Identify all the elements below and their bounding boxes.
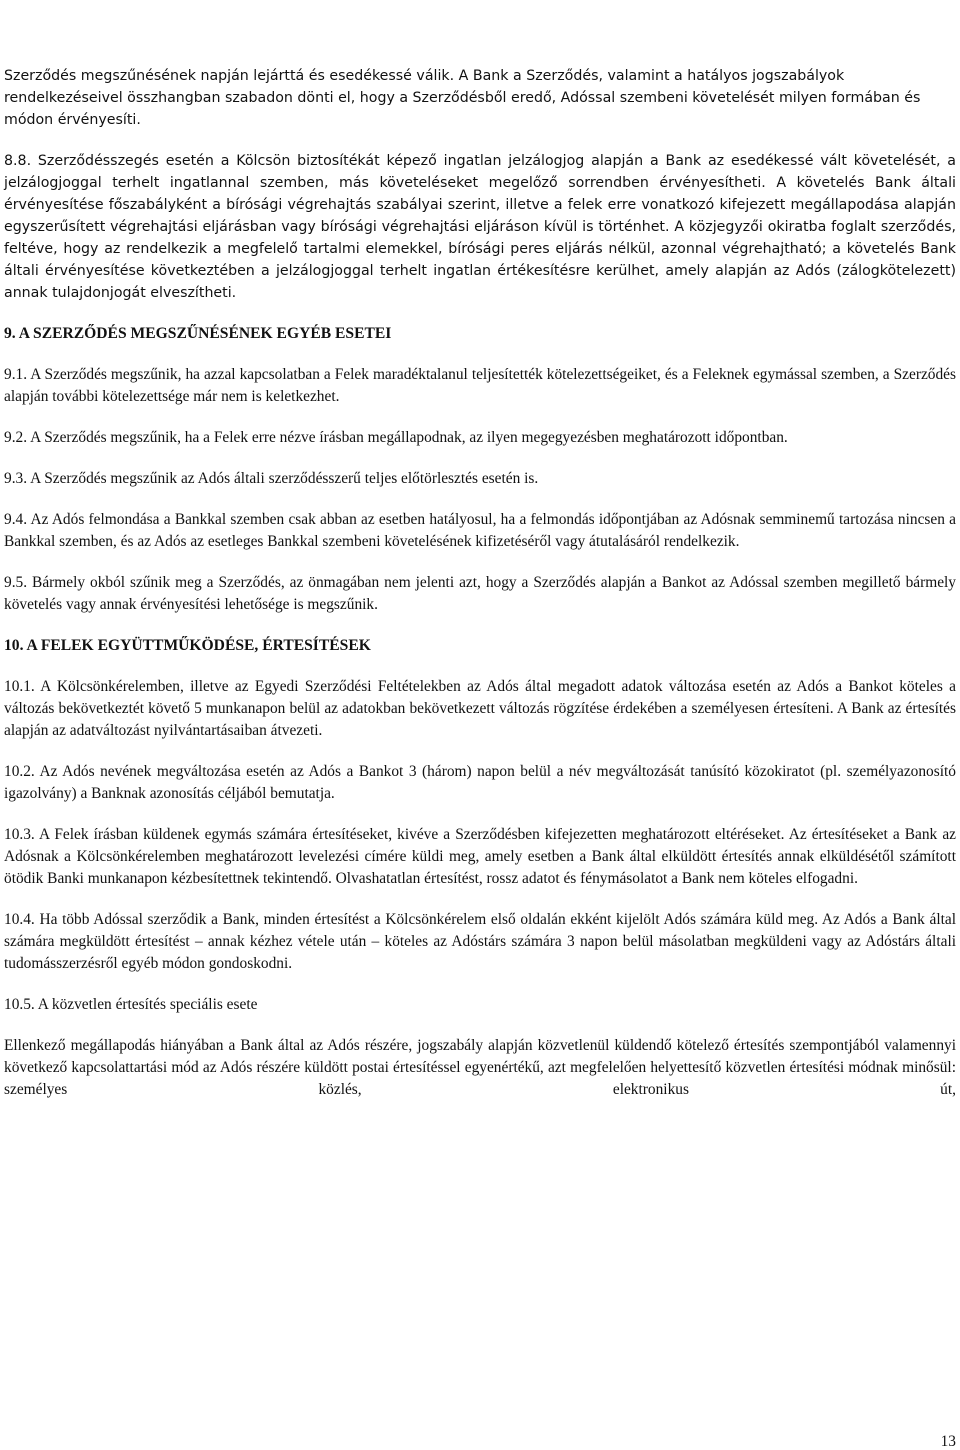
paragraph-10-2: 10.2. Az Adós nevének megváltozása esetén az Adós a Bankot 3 (három) napon belül a név megváltozását tanúsító közokiratot (pl. személyazonosító igazolvány) a Banknak azonosítás céljából bemutatja.	[4, 763, 956, 802]
paragraph-10-4: 10.4. Ha több Adóssal szerződik a Bank, minden értesítést a Kölcsönkérelem első oldalán ekként kijelölt Adós számára küld meg. Az Adós a Bank által számára megküldött értesítést – annak kézhez vétele után – köteles az Adóstárs számára 3 napon belül másolatban megküldeni vagy az Adóstárs általi tudomásszerzésről egyéb módon gondoskodni.	[4, 911, 956, 972]
paragraph-10-1: 10.1. A Kölcsönkérelemben, illetve az Egyedi Szerződési Feltételekben az Adós által megadott adatok változása esetén az Adós a Bankot köteles a változás bekövetkeztét követő 5 munkanapon belül az adatokban bekövetkezett változás rögzítése érdekében a személyesen értesíteni. A Bank az értesítés alapján az adatváltozást nyilvántartásaiban átvezeti.	[4, 678, 956, 739]
paragraph-9-1: 9.1. A Szerződés megszűnik, ha azzal kapcsolatban a Felek maradéktalanul teljesítették kötelezettségeiket, és a Feleknek egymással szemben, a Szerződés alapján további kötelezettsége már nem is keletkezhet.	[4, 366, 956, 405]
final-paragraph: Ellenkező megállapodás hiányában a Bank által az Adós részére, jogszabály alapján közvetlenül küldendő kötelező értesítés szempontjából valamennyi következő kapcsolattartási mód az Adós részére küldött postai értesítéssel egyenértékű, azt megfelelően helyettesítő közvetlen értesítési módnak minősül: személyes közlés, elektronikus út,	[4, 1037, 956, 1098]
intro-paragraph: Szerződés megszűnésének napján lejárttá és esedékessé válik. A Bank a Szerződés, valamint a hatályos jogszabályok rendelkezéseivel összhangban szabadon dönti el, hogy a Szerződésből eredő, Adóssal szembeni követelését milyen formában és módon érvényesíti.	[4, 68, 921, 128]
paragraph-9-3: 9.3. A Szerződés megszűnik az Adós általi szerződésszerű teljes előtörlesztés esetén is.	[4, 470, 539, 487]
document-page	[4, 65, 956, 1120]
paragraph-10-3: 10.3. A Felek írásban küldenek egymás számára értesítéseket, kivéve a Szerződésben kifejezetten meghatározott eltéréseket. Az értesítéseket a Bank az Adósnak a Kölcsönkérelemben meghatározott levelezési címére küldi meg, amely esetben a Bank által elküldött értesítés annak elküldésétől számított ötödik Banki munkanapon kézbesítettnek tekintendő. Olvashatatlan értesítést, rossz adatot és fénymásolatot a Bank nem köteles elfogadni.	[4, 826, 956, 887]
paragraph-9-5: 9.5. Bármely okból szűnik meg a Szerződés, az önmagában nem jelenti azt, hogy a Szerződés alapján a Bankot az Adóssal szemben megillető bármely követelés vagy annak érvényesítési lehetősége is megszűnik.	[4, 574, 956, 613]
paragraph-8-8: 8.8. Szerződésszegés esetén a Kölcsön biztosítékát képező ingatlan jelzálogjog alapján a Bank az esedékessé vált követelését, a jelzálogjoggal terhelt ingatlannal szemben, más követeléseket megelőző sorrendben érvényesítheti. A követelés Bank általi érvényesítése főszabályként a bírósági végrehajtás szabályai szerint, illetve a felek erre vonatkozó kifejezett megállapodása alapján egyszerűsített végrehajtási eljárásban vagy bírósági végrehajtási eljáráson kívül is történhet. A közjegyzői okiratba foglalt szerződés, feltéve, hogy az rendelkezik a megfelelő tartalmi elemekkel, bírósági peres eljárás nélkül, azonnal végrehajtható; a követelés Bank általi érvényesítése következtében a jelzálogjoggal terhelt ingatlan értékesítésre kerülhet, amely alapján az Adós (zálogkötelezett) annak tulajdonjogát elveszítheti.	[4, 153, 956, 301]
section-heading-10: 10. A FELEK EGYÜTTMŰKÖDÉSE, ÉRTESÍTÉSEK	[4, 637, 371, 654]
section-heading-9: 9. A SZERZŐDÉS MEGSZŰNÉSÉNEK EGYÉB ESETEI	[4, 325, 392, 342]
paragraph-9-4: 9.4. Az Adós felmondása a Bankkal szemben csak abban az esetben hatályosul, ha a felmondás időpontjában az Adósnak semminemű tartozása nincsen a Bankkal szemben, és az Adós az esetleges Bankkal szembeni követelésének kifizetéséről vagy átutalásáról rendelkezik.	[4, 511, 956, 550]
page-number: 13	[940, 1433, 956, 1450]
paragraph-10-5: 10.5. A közvetlen értesítés speciális esete	[4, 996, 258, 1013]
paragraph-9-2: 9.2. A Szerződés megszűnik, ha a Felek erre nézve írásban megállapodnak, az ilyen megegyezésben meghatározott időpontban.	[4, 429, 788, 446]
